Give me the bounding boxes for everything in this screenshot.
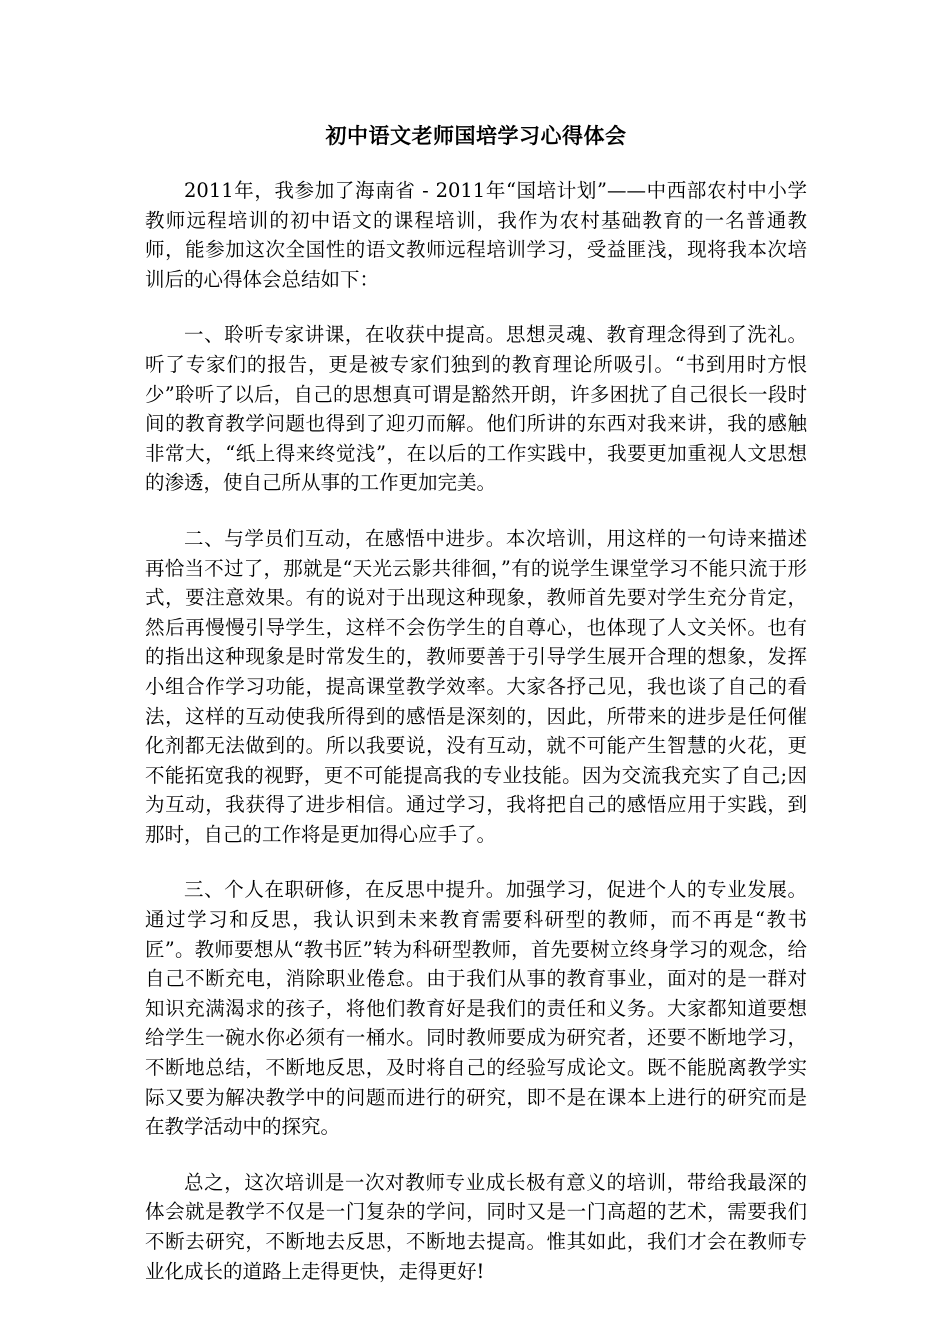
paragraph-conclusion: 总之，这次培训是一次对教师专业成长极有意义的培训，带给我最深的体会就是教学不仅是一门复杂的学问，同时又是一门高超的艺术，需要我们不断去研究，不断地去反思，不断地去提高。惟其如此，我们才会在教师专业化成长的道路上走得更快，走得更好! bbox=[145, 1170, 807, 1283]
paragraph-section-three: 三、个人在职研修，在反思中提升。加强学习，促进个人的专业发展。通过学习和反思，我认识到未来教育需要科研型的教师，而不再是“教书匠”。教师要想从“教书匠”转为科研型教师，首先要树立终身学习的观念，给自己不断充电，消除职业倦怠。由于我们从事的教育事业，面对的是一群对知识充满渴求的孩子，将他们教育好是我们的责任和义务。大家都知道要想给学生一碗水你必须有一桶水。同时教师要成为研究者，还要不断地学习，不断地总结，不断地反思，及时将自己的经验写成论文。既不能脱离教学实际又要为解决教学中的问题而进行的研究，即不是在课本上进行的研究而是在教学活动中的探究。 bbox=[145, 878, 807, 1139]
document-title: 初中语文老师国培学习心得体会 bbox=[325, 123, 627, 148]
document-page bbox=[145, 118, 807, 1312]
paragraph-section-one: 一、聆听专家讲课，在收获中提高。思想灵魂、教育理念得到了洗礼。听了专家们的报告，更是被专家们独到的教育理论所吸引。“书到用时方恨少”聆听了以后，自己的思想真可谓是豁然开朗，许多困扰了自己很长一段时间的教育教学问题也得到了迎刃而解。他们所讲的东西对我来讲，我的感触非常大，“纸上得来终觉浅”，在以后的工作实践中，我要更加重视人文思想的渗透，使自己所从事的工作更加完美。 bbox=[145, 323, 807, 495]
paragraph-section-two: 二、与学员们互动，在感悟中进步。本次培训，用这样的一句诗来描述再恰当不过了，那就是“天光云影共徘徊，”有的说学生课堂学习不能只流于形式，要注意效果。有的说对于出现这种现象，教师首先要对学生充分肯定，然后再慢慢引导学生，这样不会伤学生的自尊心，也体现了人文关怀。也有的指出这种现象是时常发生的，教师要善于引导学生展开合理的想象，发挥小组合作学习功能，提高课堂教学效率。大家各抒己见，我也谈了自己的看法，这样的互动使我所得到的感悟是深刻的，因此，所带来的进步是任何催化剂都无法做到的。所以我要说，没有互动，就不可能产生智慧的火花，更不能拓宽我的视野，更不可能提高我的专业技能。因为交流我充实了自己;因为互动，我获得了进步相信。通过学习，我将把自己的感悟应用于实践，到那时，自己的工作将是更加得心应手了。 bbox=[145, 526, 807, 846]
paragraph-intro: 2011年，我参加了海南省 - 2011年“国培计划”——中西部农村中小学教师远程培训的初中语文的课程培训，我作为农村基础教育的一名普通教师，能参加这次全国性的语文教师远程培训学习，受益匪浅，现将我本次培训后的心得体会总结如下： bbox=[145, 179, 807, 291]
